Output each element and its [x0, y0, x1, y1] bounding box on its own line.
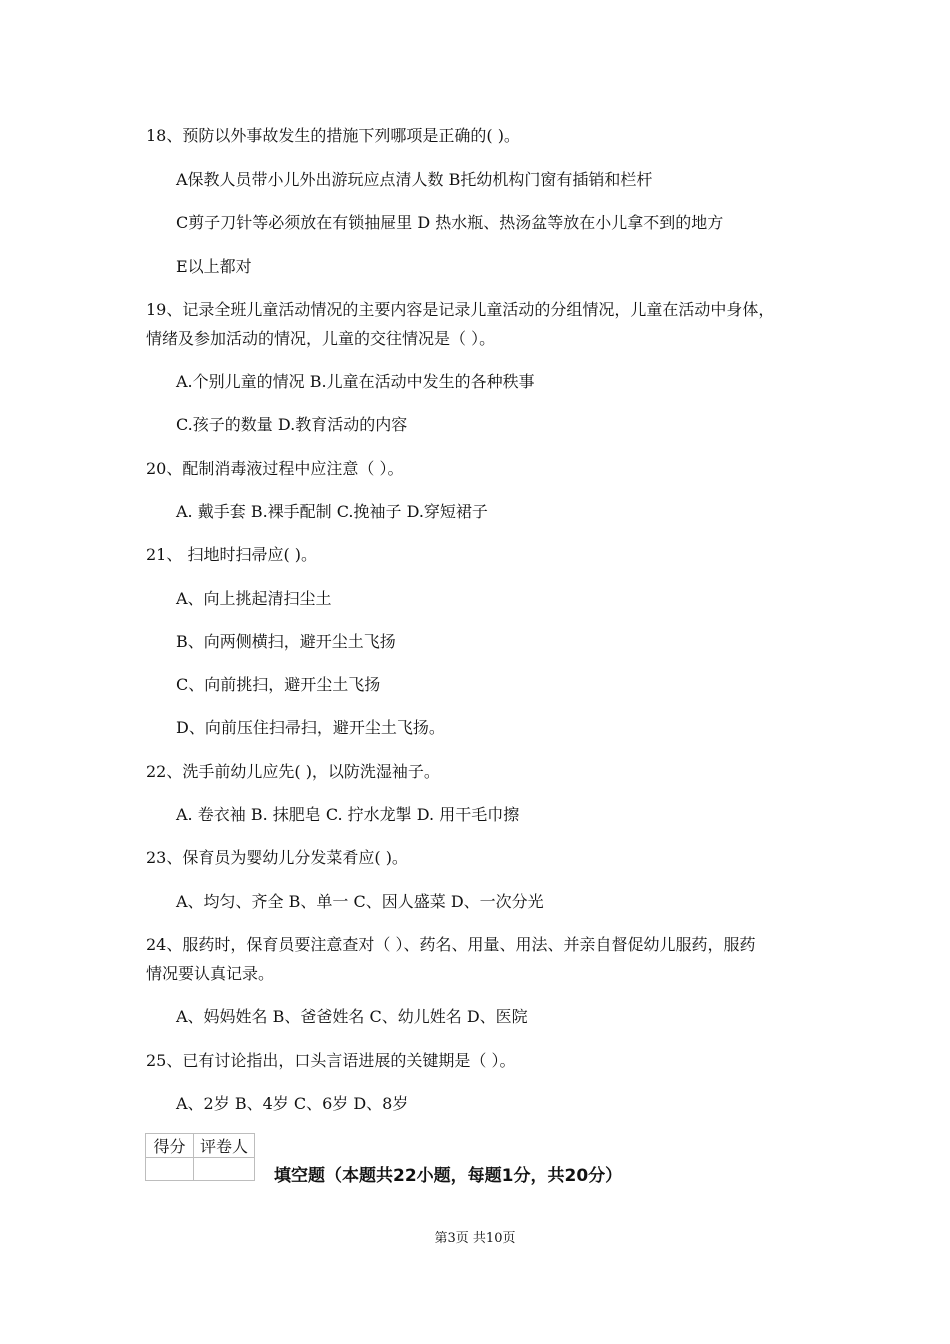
option-line: A. 戴手套 B.裸手配制 C.挽袖子 D.穿短裙子: [176, 502, 488, 521]
page-footer: 第3页 共10页: [434, 1231, 516, 1246]
option-line: C剪子刀针等必须放在有锁抽屉里 D 热水瓶、热汤盆等放在小儿拿不到的地方: [176, 213, 724, 232]
question-18: 18、预防以外事故发生的措施下列哪项是正确的( )。: [146, 126, 520, 145]
option-line: B、向两侧横扫，避开尘土飞扬: [176, 632, 396, 651]
option-line: C、向前挑扫，避开尘土飞扬: [176, 675, 381, 694]
question-19: 19、记录全班儿童活动情况的主要内容是记录儿童活动的分组情况，儿童在活动中身体，: [146, 300, 775, 319]
question-19-cont: 情绪及参加活动的情况，儿童的交往情况是（ ）。: [146, 329, 496, 348]
question-24: 24、服药时，保育员要注意查对（ ）、药名、用量、用法、并亲自督促幼儿服药，服药: [146, 935, 756, 954]
question-23: 23、保育员为婴幼儿分发菜肴应( )。: [146, 848, 408, 867]
option-line: A、妈妈姓名 B、爸爸姓名 C、幼儿姓名 D、医院: [176, 1007, 528, 1026]
grader-cell: [194, 1158, 255, 1181]
question-22: 22、洗手前幼儿应先( )，以防洗湿袖子。: [146, 762, 440, 781]
option-line: A、2岁 B、4岁 C、6岁 D、8岁: [176, 1094, 409, 1113]
question-21: 21、 扫地时扫帚应( )。: [146, 545, 318, 564]
score-cell: [146, 1158, 194, 1181]
option-line: A、均匀、齐全 B、单一 C、因人盛菜 D、一次分光: [176, 892, 544, 911]
option-line: C.孩子的数量 D.教育活动的内容: [176, 415, 408, 434]
option-line: D、向前压住扫帚扫，避开尘土飞扬。: [176, 718, 445, 737]
option-line: E以上都对: [176, 257, 252, 276]
question-25: 25、已有讨论指出，口头言语进展的关键期是（ ）。: [146, 1051, 516, 1070]
option-line: A.个别儿童的情况 B.儿童在活动中发生的各种秩事: [176, 372, 535, 391]
question-20: 20、配制消毒液过程中应注意（ ）。: [146, 459, 404, 478]
option-line: A、向上挑起清扫尘土: [176, 589, 332, 608]
score-table: [145, 1133, 255, 1181]
option-line: A保教人员带小儿外出游玩应点清人数 B托幼机构门窗有插销和栏杆: [176, 170, 653, 189]
question-24-cont: 情况要认真记录。: [146, 964, 275, 983]
grader-header: 评卷人: [194, 1134, 255, 1158]
section-title: 填空题（本题共22小题，每题1分，共20分）: [274, 1166, 623, 1186]
option-line: A. 卷衣袖 B. 抹肥皂 C. 拧水龙掣 D. 用干毛巾擦: [176, 805, 520, 824]
score-header: 得分: [146, 1134, 194, 1158]
